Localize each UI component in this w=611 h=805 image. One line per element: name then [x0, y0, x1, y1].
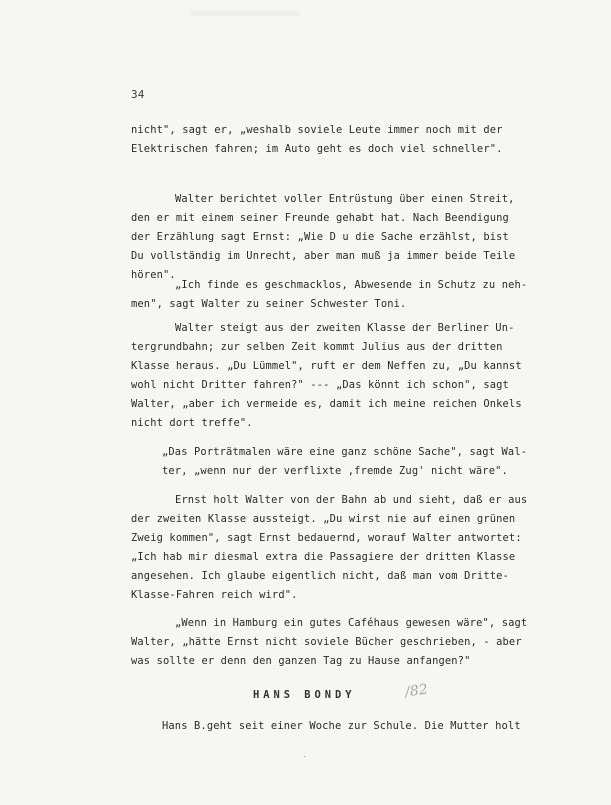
text-line: „Ich hab mir diesmal extra die Passagiere der dritten Klasse [131, 551, 516, 563]
text-line: „Ich finde es geschmacklos, Abwesende in Schutz zu neh- [175, 279, 528, 291]
text-line: der zweiten Klasse aussteigt. „Du wirst nie auf einen grünen [131, 513, 516, 525]
text-line: Walter steigt aus der zweiten Klasse der Berliner Un- [175, 322, 515, 334]
section-heading: HANS BONDY [253, 689, 356, 701]
handwritten-note: /82 [403, 681, 429, 701]
text-line: der Erzählung sagt Ernst: „Wie D u die Sache erzählst, bist [131, 231, 509, 243]
text-line: was sollte er denn den ganzen Tag zu Hause anfangen?" [131, 655, 471, 667]
text-line: Du vollständig im Unrecht, aber man muß ja immer beide Teile [131, 250, 516, 262]
text-line: Zweig kommen", sagt Ernst bedauernd, worauf Walter antwortet: [131, 532, 522, 544]
text-line: nicht", sagt er, „weshalb soviele Leute immer noch mit der [131, 124, 503, 136]
paper-speck [304, 756, 305, 757]
page-number: 34 [131, 88, 145, 101]
text-line: „Wenn in Hamburg ein gutes Caféhaus gewesen wäre", sagt [175, 617, 528, 629]
paper-smudge [190, 10, 300, 16]
text-line: angesehen. Ich glaube eigentlich nicht, daß man vom Dritte- [131, 570, 509, 582]
text-line: ter, „wenn nur der verflixte ‚fremde Zug' nicht wäre". [162, 465, 508, 477]
text-line: Klasse-Fahren reich wird". [131, 589, 298, 601]
text-line: tergrundbahn; zur selben Zeit kommt Julius aus der dritten [131, 341, 503, 353]
text-line: Walter, „aber ich vermeide es, damit ich meine reichen Onkels [131, 398, 522, 410]
text-line: men", sagt Walter zu seiner Schwester Toni. [131, 298, 407, 310]
text-line: hören". [131, 269, 176, 281]
text-line: Klasse heraus. „Du Lümmel", ruft er dem Neffen zu, „Du kannst [131, 360, 522, 372]
text-line: Hans B.geht seit einer Woche zur Schule. Die Mutter holt [162, 720, 521, 732]
text-line: den er mit einem seiner Freunde gehabt hat. Nach Beendigung [131, 212, 509, 224]
text-line: Walter berichtet voller Entrüstung über einen Streit, [175, 193, 515, 205]
text-line: nicht dort treffe". [131, 417, 253, 429]
text-line: wohl nicht Dritter fahren?" --- „Das könnt ich schon", sagt [131, 379, 509, 391]
text-line: Ernst holt Walter von der Bahn ab und sieht, daß er aus [175, 494, 528, 506]
text-line: Elektrischen fahren; im Auto geht es doch viel schneller". [131, 143, 503, 155]
text-line: Walter, „hätte Ernst nicht soviele Bücher geschrieben, - aber [131, 636, 522, 648]
text-line: „Das Porträtmalen wäre eine ganz schöne Sache", sagt Wal- [162, 446, 528, 458]
